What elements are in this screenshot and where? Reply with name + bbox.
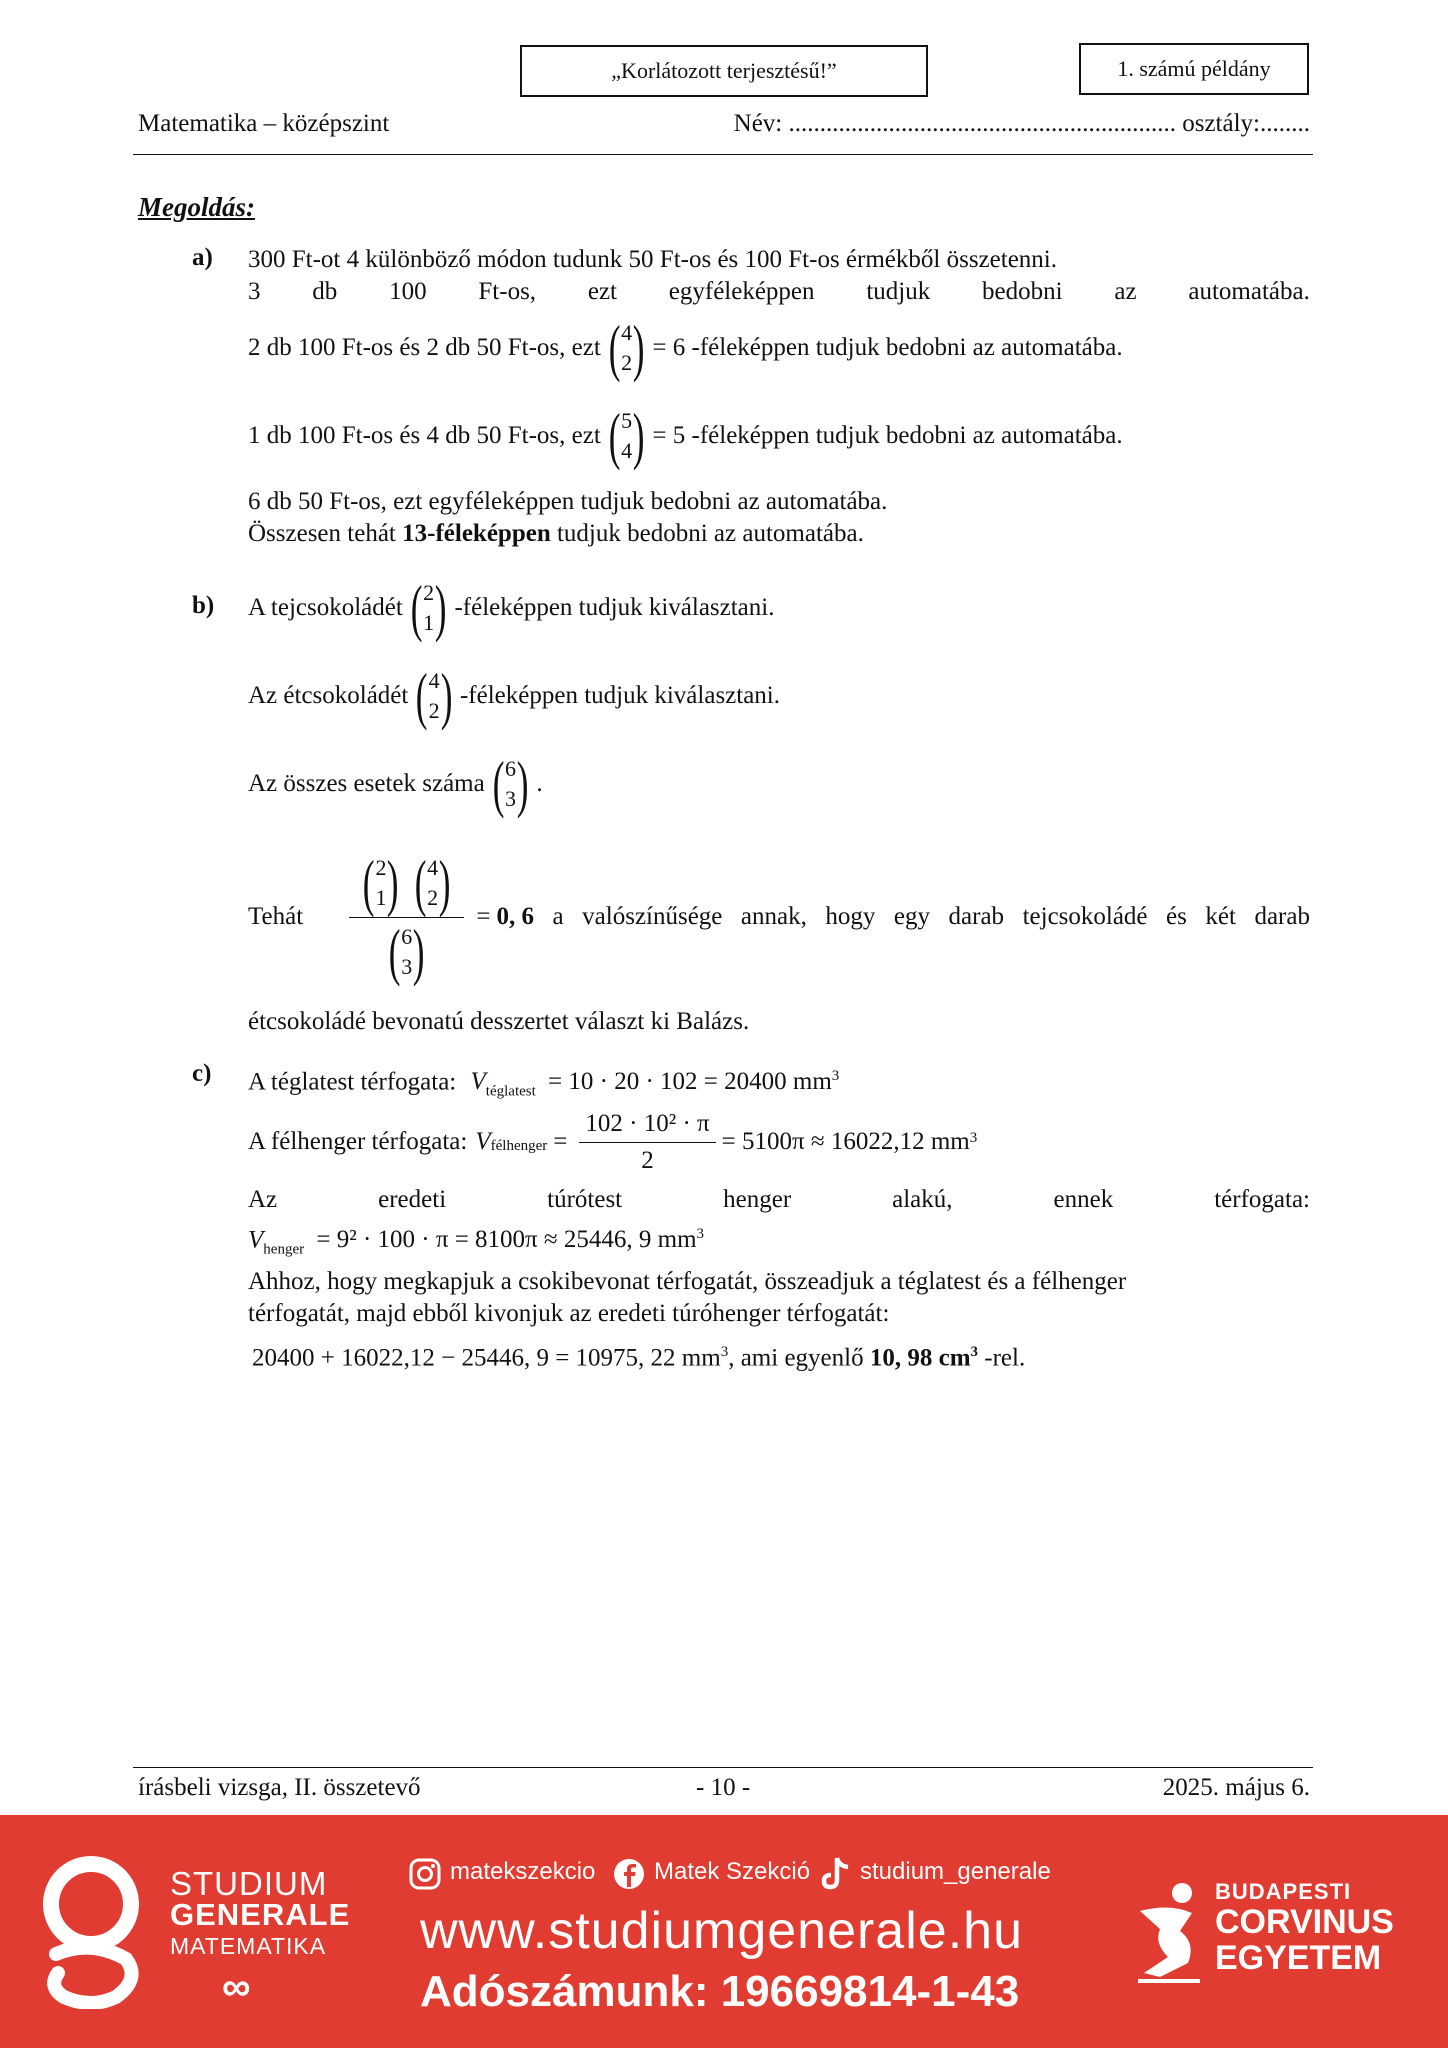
subject-title: Matematika – középszint (138, 110, 390, 137)
brand-line-2: GENERALE (170, 1897, 351, 1932)
copy-number-box (1079, 43, 1309, 95)
part-a-line-6: Összesen tehát 13-féleképpen tudjuk bedobni az automatába. (248, 520, 864, 547)
part-c-line-3: Az eredeti túrótest henger alakú, ennek térfogata: (248, 1186, 1310, 1213)
part-b-line-1: A tejcsokoládét ( 2 1 ) -féleképpen tudjuk kiválasztani. (248, 572, 775, 643)
part-c-line-5: Ahhoz, hogy megkapjuk a csokibevonat térfogatát, összeadjuk a téglatest és a félhenger (248, 1268, 1127, 1295)
part-a-line-2: 3 db 100 Ft-os, ezt egyféleképpen tudjuk bedobni az automatába. (248, 278, 1310, 305)
copy-number-text: 1. számú példány (1117, 56, 1271, 81)
binomial-coefficient: ( 2 1 ) (410, 572, 447, 643)
binomial-coefficient: ( 6 3 ) (492, 748, 529, 819)
part-c-line-4: $V_{henger} = 9^2 \cdot 100 \cdot \pi = 8100\pi \approx 25446$, 9 $mm^3$ (248, 1226, 705, 1258)
brand-line-3: MATEMATIKA (170, 1933, 327, 1959)
instagram-icon (408, 1857, 442, 1891)
part-b-line-3: Az összes esetek száma ( 6 3 ) . (248, 748, 543, 819)
studium-generale-logo-icon (36, 1849, 146, 2009)
website-link[interactable]: www.studiumgenerale.hu (420, 1902, 1023, 1960)
header-divider (133, 154, 1313, 155)
corvinus-logo-icon (1130, 1877, 1210, 1987)
footer-page-number: - 10 - (696, 1774, 751, 1801)
part-a-line-1: 300 Ft-ot 4 különböző módon tudunk 50 Ft-os és 100 Ft-os érmékből összetenni. (248, 246, 1057, 273)
partner-line-3: EGYETEM (1215, 1939, 1382, 1977)
brand-line-1: STUDIUM (170, 1865, 328, 1902)
footer-date: 2025. május 6. (1162, 1774, 1310, 1801)
tiktok-icon (820, 1855, 852, 1893)
part-b-line-4: Tehát ( 2 1 ) ( 4 2 ) ( 6 3 ) = 0, 6 a valószínűsége annak, hogy egy darab tejcsokoládé és két darab (248, 846, 1310, 987)
tiktok-handle[interactable]: studium_generale (860, 1858, 1051, 1885)
solution-title: Megoldás: (138, 192, 255, 222)
restricted-distribution-box (520, 45, 928, 97)
part-c-line-1: A téglatest térfogata: $V_{téglatest} = 10 \cdot 20 \cdot 102 = 20400$ $mm^3$ (248, 1068, 840, 1100)
part-c-line-2: A félhenger térfogata: V félhenger = $\frac{\text{102 · 10² · π}}{2}$ = 5100π ≈ 16022,12 mm 3 (248, 1104, 977, 1180)
partner-line-1: BUDAPESTI (1215, 1879, 1352, 1904)
part-c-label: c) (192, 1060, 212, 1087)
infinity-icon: ∞ (222, 1965, 251, 2009)
binomial-coefficient: ( 4 2 ) (608, 312, 645, 383)
restricted-distribution-text: „Korlátozott terjesztésű!” (611, 58, 837, 83)
name-class-field: Név: .............................................................. osztály:........ (733, 110, 1310, 137)
part-c-line-6: térfogatát, majd ebből kivonjuk az eredeti túróhenger térfogatát: (248, 1300, 890, 1327)
part-b-label: b) (192, 592, 215, 619)
binomial-coefficient: ( 4 2 ) (416, 660, 453, 731)
part-a-label: a) (192, 244, 213, 271)
partner-line-2: CORVINUS (1215, 1903, 1394, 1941)
tax-number: Adószámunk: 19669814-1-43 (420, 1967, 1020, 2016)
part-a-line-3: 2 db 100 Ft-os és 2 db 50 Ft-os, ezt ( 4 2 ) = 6 -féleképpen tudjuk bedobni az automatába. (248, 312, 1123, 383)
half-cylinder-fraction: $\frac{\text{102 · 10² · π}}{2}$ (579, 1108, 715, 1177)
sponsor-banner (0, 1815, 1448, 2048)
facebook-page[interactable]: Matek Szekció (654, 1858, 811, 1885)
part-a-line-4: 1 db 100 Ft-os és 4 db 50 Ft-os, ezt ( 5 4 ) = 5 -féleképpen tudjuk bedobni az automatába. (248, 400, 1123, 471)
binomial-coefficient: ( 5 4 ) (608, 400, 645, 471)
instagram-handle[interactable]: matekszekcio (450, 1858, 596, 1885)
footer-exam-part: írásbeli vizsga, II. összetevő (138, 1774, 421, 1801)
probability-fraction: ( 2 1 ) ( 4 2 ) ( 6 3 ) (349, 851, 464, 984)
part-b-line-5: étcsokoládé bevonatú desszertet választ ki Balázs. (248, 1008, 750, 1035)
part-b-line-2: Az étcsokoládét ( 4 2 ) -féleképpen tudjuk kiválasztani. (248, 660, 781, 731)
footer-divider (133, 1767, 1313, 1768)
part-a-line-5: 6 db 50 Ft-os, ezt egyféleképpen tudjuk bedobni az automatába. (248, 488, 888, 515)
part-c-line-7: 20400 + 16022,12 − 25446, 9 = 10975, 22 $mm^3$, ami egyenlő 10, 98 $cm^3$ -rel. (252, 1344, 1026, 1372)
facebook-icon (612, 1857, 646, 1891)
